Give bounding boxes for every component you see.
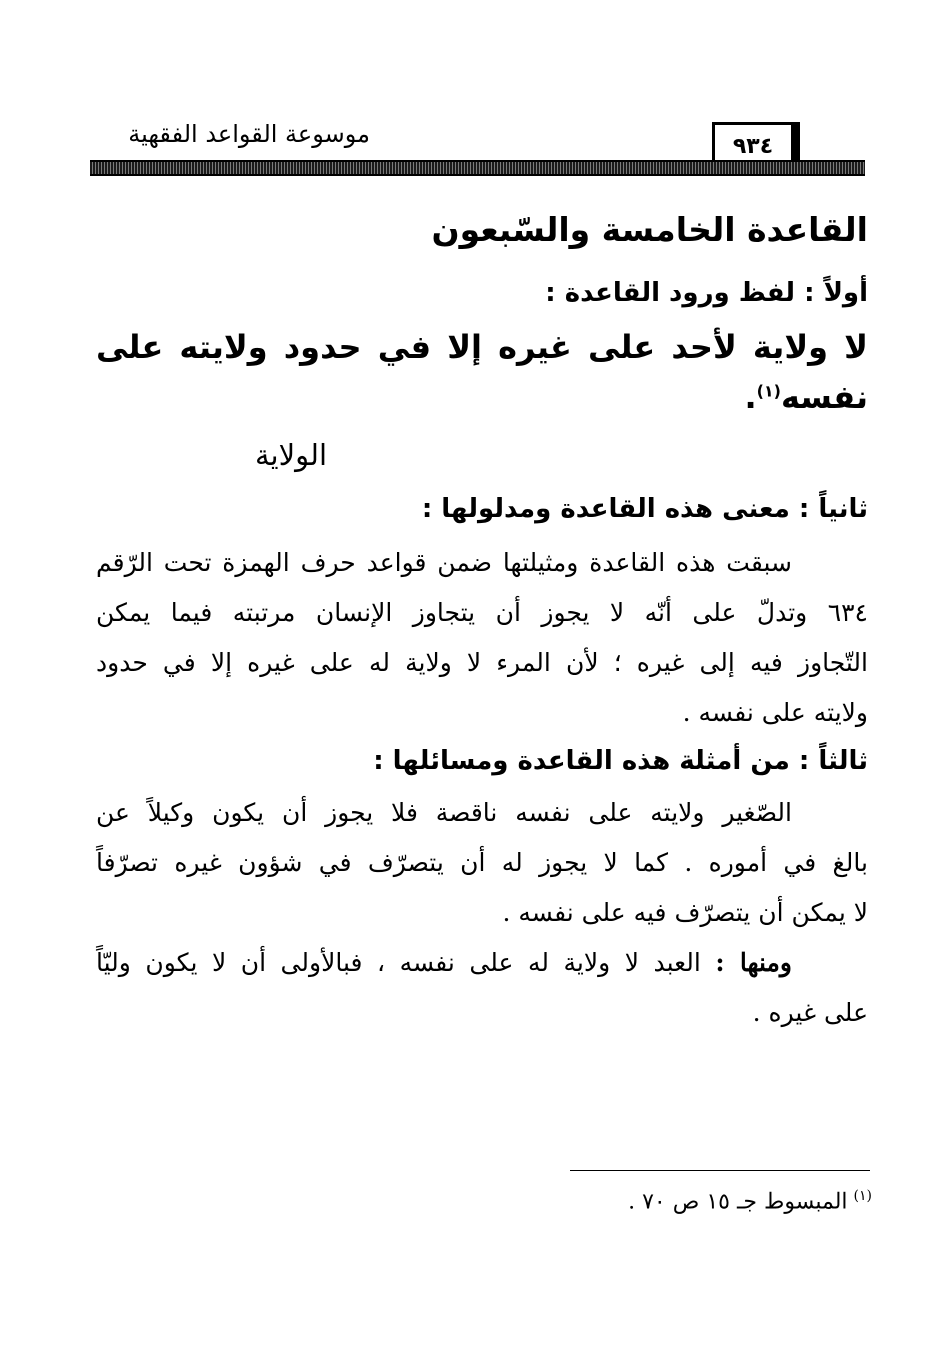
rule-title: القاعدة الخامسة والسّبعون [431, 210, 868, 249]
footnote-mark: (١) [853, 1188, 872, 1204]
rule-subheading: الولاية [255, 438, 328, 472]
example2-text: العبد لا ولاية له على نفسه ، فبالأولى أن لا يكون وليّاً [96, 948, 701, 977]
section3-example2-line2: على غيره . [752, 998, 868, 1027]
section2-heading: ثانياً : معنى هذه القاعدة ومدلولها : [421, 494, 868, 524]
section1-heading: أولاً : لفظ ورود القاعدة : [545, 278, 868, 308]
section3-line3: لا يمكن أن يتصرّف فيه على نفسه . [502, 898, 868, 927]
section3-example2-line1 [96, 948, 868, 977]
section2-line4: ولايته على نفسه . [682, 698, 868, 727]
page-number-text: ٩٣٤ [732, 134, 774, 159]
section3-heading: ثالثاً : من أمثلة هذه القاعدة ومسائلها : [373, 746, 868, 776]
footnote-rule [570, 1170, 870, 1171]
rule-text-line2 [744, 378, 868, 416]
header-rule [90, 160, 865, 176]
footnote [628, 1188, 872, 1214]
footnote-text: المبسوط جـ ١٥ ص ٧٠ . [628, 1189, 848, 1215]
section2-line3: التّجاوز فيه إلى غيره ؛ لأن المرء لا ولاية له على غيره إلا في حدود [96, 648, 868, 677]
section3-line2: بالغ في أموره . كما لا يجوز له أن يتصرّف في شؤون غيره تصرّفاً [96, 848, 868, 877]
section3-line1: الصّغير ولايته على نفسه ناقصة فلا يجوز أن يكون وكيلاً عن [96, 798, 792, 827]
footnote-ref: (١) [756, 381, 781, 401]
example2-lead: ومنها : [715, 948, 792, 977]
section2-line2: ٦٣٤ وتدلّ على أنّه لا يجوز أن يتجاوز الإنسان مرتبته فيما يمكن [96, 598, 868, 627]
section2-line1: سبقت هذه القاعدة ومثيلتها ضمن قواعد حرف الهمزة تحت الرّقم [96, 548, 792, 577]
rule-text-line2-word: نفسه [780, 378, 868, 416]
rule-text-line1: لا ولاية لأحد على غيره إلا في حدود ولايته على [96, 328, 868, 366]
rule-text-end: . [744, 378, 757, 416]
book-title: موسوعة القواعد الفقهية [128, 120, 370, 148]
